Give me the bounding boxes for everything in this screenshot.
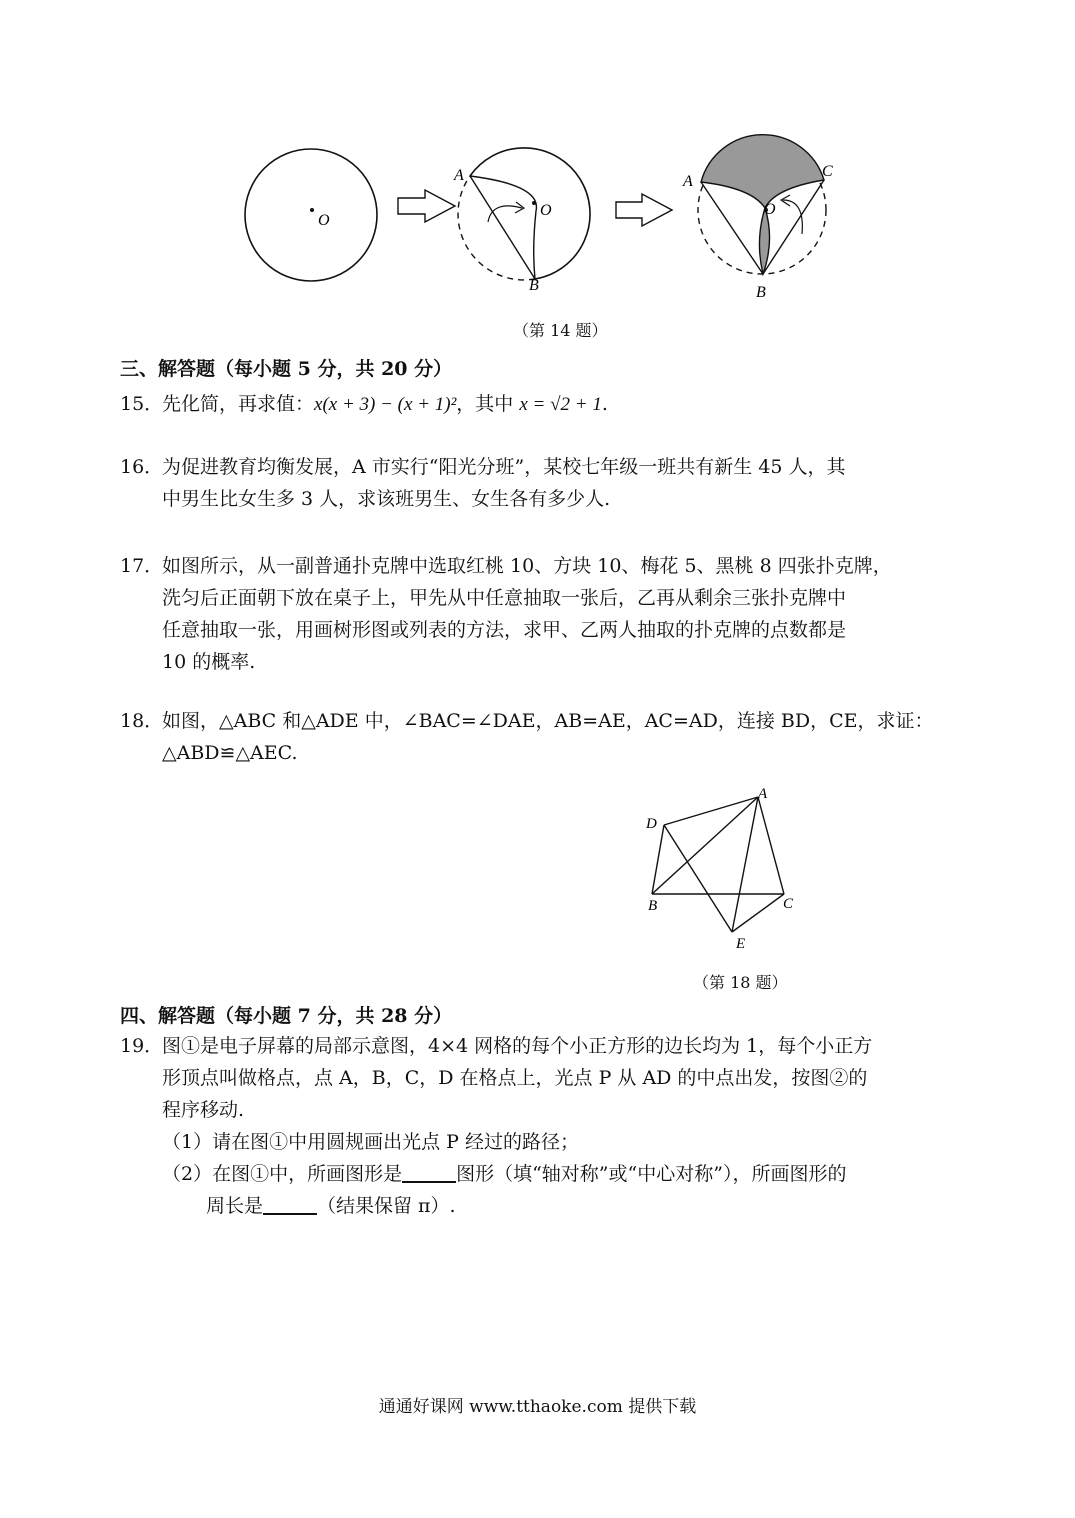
seg-ce bbox=[732, 894, 784, 932]
q19-line-3: 程序移动. bbox=[162, 1099, 245, 1121]
q19-sub-2-a: （2）在图①中，所画图形是 bbox=[162, 1163, 403, 1185]
footer-text: 通通好课网 www.tthaoke.com 提供下载 bbox=[378, 1397, 697, 1417]
q19-blank-1 bbox=[402, 1161, 456, 1183]
q15-number: 15． bbox=[120, 393, 164, 415]
center-dot-1 bbox=[310, 208, 314, 212]
label-e-18: E bbox=[736, 936, 746, 952]
question-19 bbox=[120, 1030, 960, 1222]
label-o-2: O bbox=[540, 202, 552, 219]
q15-condition: x = √2 + 1 bbox=[519, 394, 602, 415]
q17-number: 17． bbox=[120, 555, 164, 577]
q17-line-2: 洗匀后正面朝下放在桌子上，甲先从中任意抽取一张后，乙再从剩余三张扑克牌中 bbox=[162, 587, 847, 609]
q19-line-1: 图①是电子屏幕的局部示意图，4×4 网格的每个小正方形的边长均为 1，每个小正方 bbox=[162, 1035, 873, 1057]
figure-18-caption: （第 18 题） bbox=[693, 973, 788, 992]
seg-da bbox=[664, 797, 758, 825]
q19-sub-2-b: 图形（填“轴对称”或“中心对称”），所画图形的 bbox=[456, 1163, 847, 1185]
q18-line-2: △ABD≌△AEC. bbox=[162, 742, 298, 764]
circle-2-dashed bbox=[458, 176, 535, 280]
arrow-2 bbox=[616, 194, 672, 226]
label-o-3: O bbox=[764, 201, 776, 218]
q17-line-1: 如图所示，从一副普通扑克牌中选取红桃 10、方块 10、梅花 5、黑桃 8 四张扑克牌， bbox=[162, 555, 892, 577]
question-16 bbox=[120, 451, 960, 515]
q17-line-4: 10 的概率. bbox=[162, 651, 256, 673]
rotate-arrow-2 bbox=[488, 206, 522, 222]
q15-end: . bbox=[601, 393, 608, 415]
q16-number: 16． bbox=[120, 456, 164, 478]
q19-sub-2-cont bbox=[120, 1190, 960, 1222]
q18-line-1: 如图，△ABC 和△ADE 中，∠BAC=∠DAE，AB=AE，AC=AD，连接 BD，CE，求证： bbox=[162, 710, 934, 732]
label-a-2: A bbox=[454, 167, 464, 184]
q17-line-3: 任意抽取一张，用画树形图或列表的方法，求甲、乙两人抽取的扑克牌的点数都是 bbox=[162, 619, 847, 641]
figure-18 bbox=[640, 780, 810, 955]
label-d-18: D bbox=[646, 816, 657, 832]
q19-sub-1: （1）请在图①中用圆规画出光点 P 经过的路径； bbox=[162, 1131, 579, 1153]
q15-expression: x(x + 3) − (x + 1)² bbox=[314, 394, 457, 415]
section-4-title: 四、解答题（每小题 7 分，共 28 分） bbox=[120, 1005, 453, 1027]
figure-14 bbox=[230, 130, 850, 305]
arrow-1 bbox=[398, 190, 455, 222]
circle-2-solid bbox=[470, 148, 590, 279]
label-a-18: A bbox=[758, 786, 768, 802]
q15-text-a: 先化简，再求值： bbox=[162, 393, 315, 415]
label-c-18: C bbox=[783, 896, 794, 912]
label-b-18: B bbox=[648, 898, 658, 914]
q19-line-2: 形顶点叫做格点，点 A，B，C，D 在格点上，光点 P 从 AD 的中点出发，按图②的 bbox=[162, 1067, 868, 1089]
seg-de bbox=[664, 825, 732, 932]
seg-db bbox=[652, 825, 664, 894]
shaded-top bbox=[701, 135, 824, 208]
question-17 bbox=[120, 550, 960, 678]
label-a-3: A bbox=[683, 173, 693, 190]
seg-ac bbox=[758, 797, 784, 894]
question-15 bbox=[120, 388, 960, 421]
section-3-title: 三、解答题（每小题 5 分，共 20 分） bbox=[120, 358, 453, 380]
center-dot-2 bbox=[532, 201, 536, 205]
q19-blank-2 bbox=[263, 1193, 317, 1215]
q19-sub-2 bbox=[120, 1158, 960, 1190]
q19-sub-2-c: 周长是 bbox=[206, 1195, 264, 1217]
q18-number: 18． bbox=[120, 710, 164, 732]
question-18 bbox=[120, 705, 960, 769]
q19-sub-2-d: （结果保留 π）. bbox=[317, 1195, 456, 1217]
q16-line-2: 中男生比女生多 3 人，求该班男生、女生各有多少人. bbox=[162, 488, 611, 510]
label-b-2: B bbox=[529, 277, 539, 294]
label-o-1: O bbox=[318, 212, 330, 229]
label-b-3: B bbox=[756, 284, 766, 301]
q15-text-b: ，其中 bbox=[456, 393, 520, 415]
q19-number: 19． bbox=[120, 1035, 164, 1057]
label-c-3: C bbox=[822, 163, 833, 180]
figure-14-caption: （第 14 题） bbox=[513, 321, 608, 340]
q16-line-1: 为促进教育均衡发展，A 市实行“阳光分班”，某校七年级一班共有新生 45 人，其 bbox=[162, 456, 846, 478]
circle-1 bbox=[245, 149, 377, 281]
